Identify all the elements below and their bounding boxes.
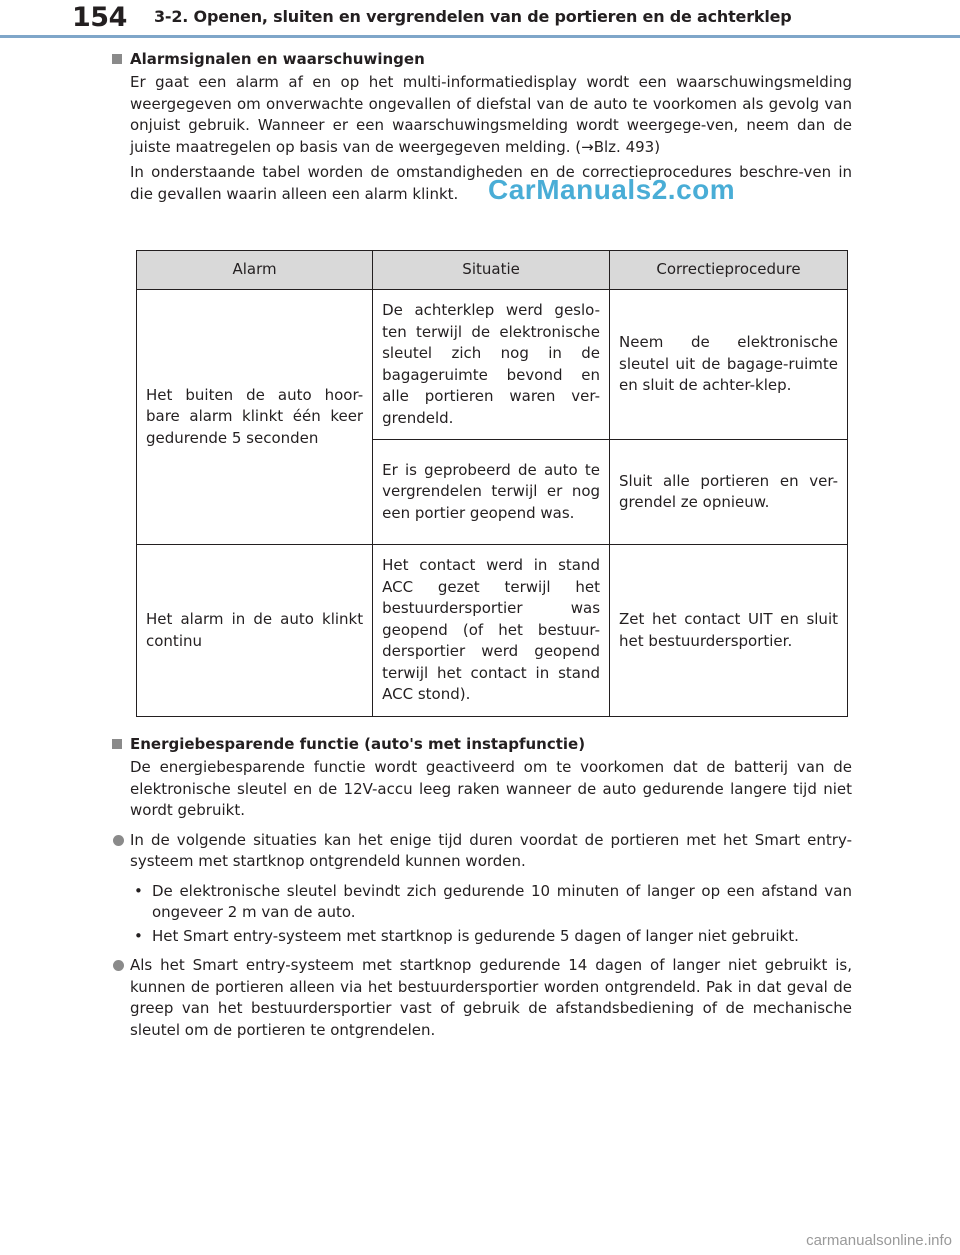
energy-paragraph: De energiebesparende functie wordt geactiveerd om te voorkomen dat de batterij van de elektronische sleutel en de 12V-accu leeg raken wanneer de auto gedurende langere tijd niet wordt gebruikt. <box>130 758 852 819</box>
square-bullet-icon <box>112 739 122 749</box>
footer-site-watermark: carmanualsonline.info <box>806 1232 952 1249</box>
square-bullet-icon <box>112 54 122 64</box>
watermark-logo: CarManuals2.com <box>488 174 736 205</box>
alarm-table <box>136 250 848 717</box>
cell-correctie: Neem de elektronische sleutel uit de bagage-ruimte en sluit de achter-klep. <box>610 290 848 440</box>
page-header <box>0 0 960 36</box>
sub-bullet-text: Het Smart entry-systeem met startknop is gedurende 5 dagen of langer niet gebruikt. <box>152 926 799 945</box>
list-item <box>112 830 852 873</box>
cell-situatie: Het contact werd in stand ACC gezet terwijl het bestuurdersportier was geopend (of het bestuur-dersportier werd geopend terwijl het contact in stand ACC stond). <box>373 545 610 717</box>
table-header-row <box>137 251 848 290</box>
dot-bullet-icon: • <box>134 926 143 945</box>
cell-alarm: Het buiten de auto hoor-bare alarm klinkt één keer gedurende 5 seconden <box>137 290 373 545</box>
sub-bullet-text: De elektronische sleutel bevindt zich gedurende 10 minuten of langer op een afstand van ongeveer 2 m van de auto. <box>152 881 852 921</box>
cell-correctie: Zet het contact UIT en sluit het bestuurdersportier. <box>610 545 848 717</box>
section-heading-alarm <box>112 48 852 70</box>
intro-paragraph: Er gaat een alarm af en op het multi-informatiedisplay wordt een waarschuwingsmelding weergegeven om onverwachte ongevallen of diefstal van de auto te voorkomen als gevolg van onjuist gebruik. Wanneer er een waarschuwingsmelding wordt weergege-ven, neem dan de juiste maatregelen op basis van de weergegeven melding. (→Blz. 493) <box>130 73 852 156</box>
section-heading-text: Energiebesparende functie (auto's met instapfunctie) <box>130 735 586 753</box>
table-row <box>137 290 848 440</box>
bullet-text: Als het Smart entry-systeem met startknop gedurende 14 dagen of langer niet gebruikt is, kunnen de portieren alleen via het bestuurdersportier worden ontgrendeld. Pak in dat geval de greep van het bestuurdersportier vast of gebruik de afstandsbediening of de mechanische sleutel om de portieren te ontgrendelen. <box>130 956 852 1039</box>
section-alarm <box>112 46 852 205</box>
table-row <box>137 545 848 717</box>
sub-list <box>112 881 852 948</box>
header-situatie: Situatie <box>373 251 610 290</box>
header-alarm: Alarm <box>137 251 373 290</box>
cell-alarm: Het alarm in de auto klinkt continu <box>137 545 373 717</box>
page-number: 154 <box>72 2 127 33</box>
circle-bullet-icon <box>113 835 124 846</box>
circle-bullet-icon <box>113 960 124 971</box>
section-heading-text: Alarmsignalen en waarschuwingen <box>130 50 425 68</box>
section-energy-saving <box>112 731 852 1041</box>
chapter-title: 3-2. Openen, sluiten en vergrendelen van de portieren en de achterklep <box>154 7 792 26</box>
cell-correctie: Sluit alle portieren en ver-grendel ze opnieuw. <box>610 440 848 545</box>
header-rule <box>0 35 960 38</box>
header-correctie: Correctieprocedure <box>610 251 848 290</box>
cell-situatie: Er is geprobeerd de auto te vergrendelen terwijl er nog een portier geopend was. <box>373 440 610 545</box>
cell-situatie: De achterklep werd geslo-ten terwijl de elektronische sleutel zich nog in de bagageruimte bevond en alle portieren waren ver-grendeld. <box>373 290 610 440</box>
table-intro-paragraph: In onderstaande tabel worden de omstandigheden en de correctieprocedures beschre-ven in die gevallen waarin alleen een alarm klinkt. <box>130 163 852 203</box>
list-item <box>112 926 852 948</box>
section-heading-energy <box>112 733 852 755</box>
list-item <box>112 881 852 924</box>
list-item <box>112 955 852 1041</box>
bullet-text: In de volgende situaties kan het enige tijd duren voordat de portieren met het Smart entry-systeem met startknop ontgrendeld kunnen worden. <box>130 830 852 870</box>
dot-bullet-icon: • <box>134 881 143 900</box>
